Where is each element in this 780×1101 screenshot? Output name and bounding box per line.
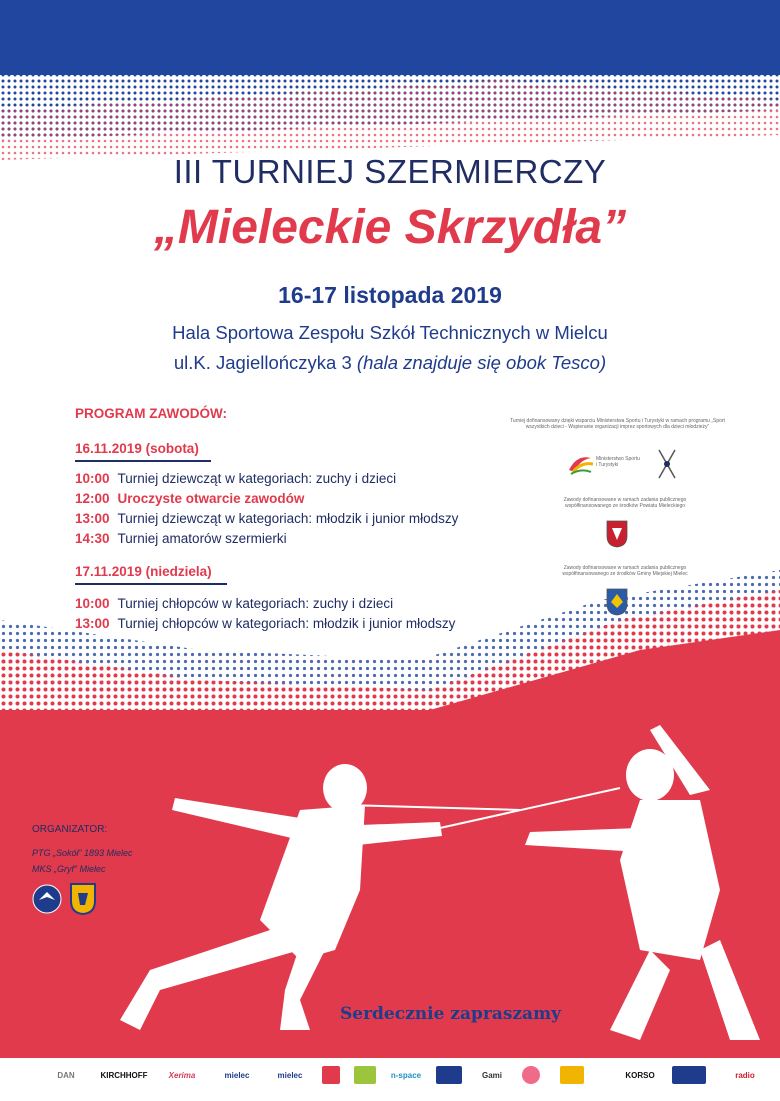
time: 10:00 xyxy=(75,596,110,611)
fencers-artwork xyxy=(0,560,780,1060)
sponsor-text-ministry: Turniej dofinansowany dzięki wsparciu Ministerstwa Sportu i Turystyki w ramach programu „Sport wszystkich dzieci - Wspieranie organizacji imprez sportowych dla dzieci młodzieży” xyxy=(510,418,725,430)
sponsor-logo xyxy=(560,1066,584,1084)
fencing-club-logo-icon xyxy=(655,448,679,482)
sponsor-logo xyxy=(672,1066,706,1084)
sponsor-logo xyxy=(522,1066,540,1084)
powiat-coat-of-arms-icon xyxy=(606,520,628,548)
sponsor-logo xyxy=(436,1066,462,1084)
top-halftone-band xyxy=(0,0,780,160)
address-text: ul.K. Jagiellończyka 3 xyxy=(173,352,352,373)
schedule-row xyxy=(75,616,455,631)
event: Turniej chłopców w kategoriach: młodzik i junior młodszy xyxy=(117,616,456,631)
organizer-2: MKS „Gryf” Mielec xyxy=(32,864,106,874)
sponsor-logo: Xerima xyxy=(168,1070,196,1080)
event: Turniej dziewcząt w kategoriach: młodzik i junior młodszy xyxy=(117,511,459,526)
event-date: 16-17 listopada 2019 xyxy=(278,282,502,308)
time: 12:00 xyxy=(75,491,110,506)
organizer-heading: ORGANIZATOR: xyxy=(32,824,108,835)
venue-name: Hala Sportowa Zespołu Szkół Technicznych w Mielcu xyxy=(172,322,608,343)
sponsor-logo: KORSO xyxy=(625,1070,655,1080)
sponsor-logo: Gami xyxy=(481,1070,502,1080)
time: 13:00 xyxy=(75,616,110,631)
sokol-logo-icon xyxy=(32,884,62,914)
time: 14:30 xyxy=(75,531,110,546)
sponsor-logo: KIRCHHOFF xyxy=(100,1070,148,1080)
tournament-edition-title: III TURNIEJ SZERMIERCZY xyxy=(173,153,607,190)
schedule-row xyxy=(75,491,304,506)
time: 10:00 xyxy=(75,471,110,486)
organizer-1: PTG „Sokół” 1893 Mielec xyxy=(32,848,133,858)
program-heading: PROGRAM ZAWODÓW: xyxy=(75,406,227,421)
sponsor-logo xyxy=(322,1066,340,1084)
schedule-row xyxy=(75,471,396,486)
gryf-logo-icon xyxy=(70,883,96,915)
closing-invitation: Serdecznie zapraszamy xyxy=(340,1004,561,1024)
mielec-coat-of-arms-icon xyxy=(606,588,628,616)
sponsor-logo: n-space xyxy=(390,1070,422,1080)
sponsor-logo: radio xyxy=(735,1070,755,1080)
ministry-name: Ministerstwo Sportu i Turystyki xyxy=(596,456,640,468)
schedule-row xyxy=(75,511,458,526)
sponsor-logo: DAN xyxy=(57,1070,75,1080)
sponsor-logo xyxy=(354,1066,376,1084)
day-2-label: 17.11.2019 (niedziela) xyxy=(75,564,227,585)
event: Turniej chłopców w kategoriach: zuchy i dzieci xyxy=(117,596,394,611)
sponsor-text-gmina: Zawody dofinansowane w ramach zadania publicznego współfinansowanego ze środków Gminy Miejskiej Mielec xyxy=(562,565,688,577)
tournament-name: „Mieleckie Skrzydła” xyxy=(153,201,627,254)
ministry-logo-icon xyxy=(565,452,595,476)
day-1-label: 16.11.2019 (sobota) xyxy=(75,441,211,462)
sponsor-logo: mielec xyxy=(277,1070,303,1080)
schedule-row xyxy=(75,596,393,611)
schedule-row xyxy=(75,531,287,546)
event: Turniej dziewcząt w kategoriach: zuchy i dzieci xyxy=(117,471,397,486)
time: 13:00 xyxy=(75,511,110,526)
event: Uroczyste otwarcie zawodów xyxy=(117,491,305,506)
address-note: (hala znajduje się obok Tesco) xyxy=(356,352,607,373)
sponsor-logo: mielec xyxy=(224,1070,250,1080)
venue-address xyxy=(0,352,780,374)
sponsor-text-powiat: Zawody dofinansowane w ramach zadania publicznego współfinansowanego ze środków Powiatu Mieleckiego xyxy=(563,497,687,509)
event: Turniej amatorów szermierki xyxy=(117,531,287,546)
